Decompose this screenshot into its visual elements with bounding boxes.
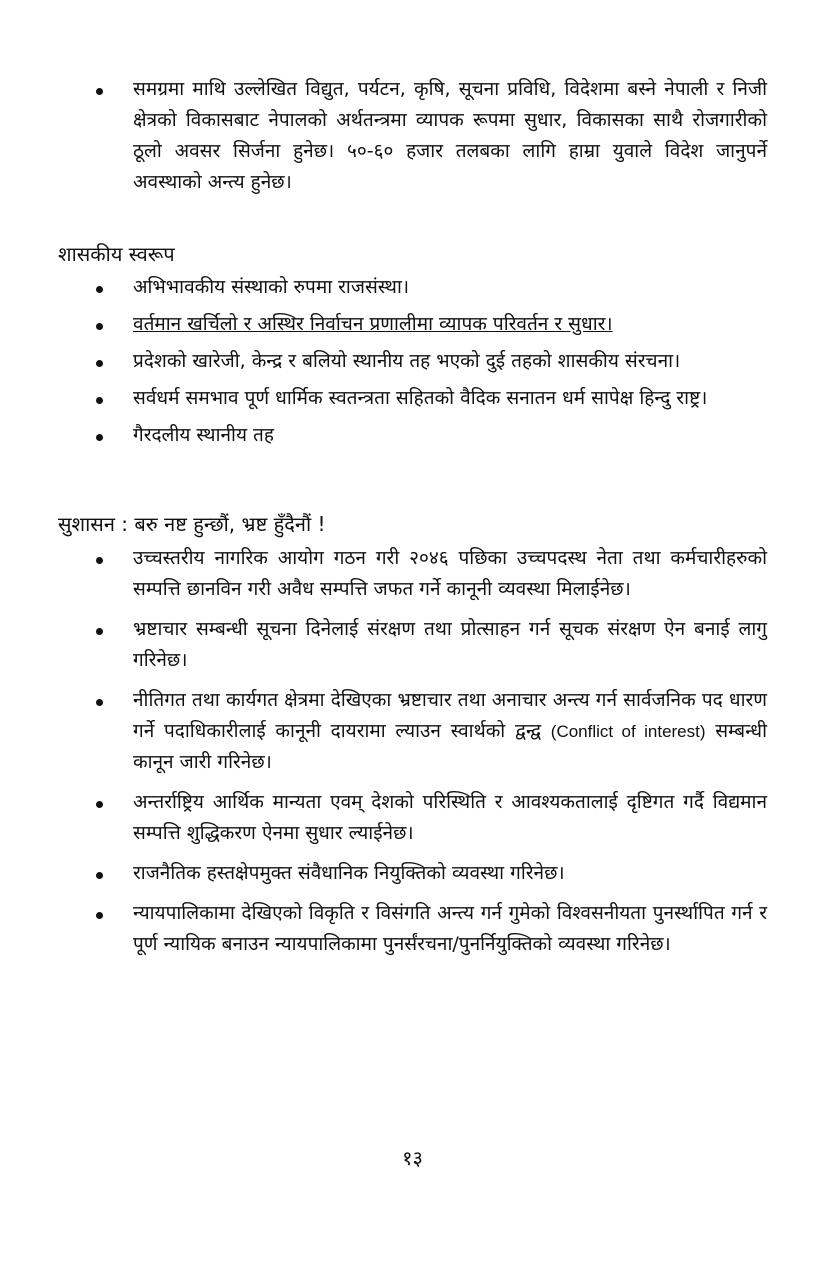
list-item: [0, 543, 825, 605]
bullet-icon: [96, 88, 103, 95]
bullet-icon: [96, 286, 103, 293]
list-item-text: वर्तमान खर्चिलो र अस्थिर निर्वाचन प्रणालीमा व्यापक परिवर्तन र सुधार।: [133, 313, 613, 335]
list-item-text: अभिभावकीय संस्थाको रुपमा राजसंस्था।: [133, 276, 410, 298]
list-item: [0, 685, 825, 778]
list-item-text: उच्चस्तरीय नागरिक आयोग गठन गरी २०४६ पछिका उच्चपदस्थ नेता तथा कर्मचारीहरुको सम्पत्ति छानविन गरी अवैध सम्पत्ति जफत गर्ने कानूनी व्यवस्था मिलाईनेछ।: [133, 547, 767, 600]
bullet-icon: [96, 397, 103, 404]
list-item: [0, 346, 825, 377]
governance-list: [0, 272, 825, 457]
bullet-icon: [96, 360, 103, 367]
bullet-icon: [96, 801, 103, 808]
list-item: [0, 898, 825, 960]
bullet-icon: [96, 434, 103, 441]
bullet-icon: [96, 323, 103, 330]
list-item-text: समग्रमा माथि उल्लेखित विद्युत, पर्यटन, कृषि, सूचना प्रविधि, विदेशमा बस्ने नेपाली र निजी क्षेत्रको विकासबाट नेपालको अर्थतन्त्रमा व्यापक रूपमा सुधार, विकासका साथै रोजगारीको ठूलो अवसर सिर्जना हुनेछ। ५०-६० हजार तलबका लागि हाम्रा युवाले विदेश जानुपर्ने अवस्थाको अन्त्य हुनेछ।: [133, 78, 767, 193]
list-item-text: गैरदलीय स्थानीय तह: [133, 424, 274, 446]
intro-list: [0, 74, 825, 198]
list-item: [0, 383, 825, 414]
list-item-text: सर्वधर्म समभाव पूर्ण धार्मिक स्वतन्त्रता सहितको वैदिक सनातन धर्म सापेक्ष हिन्दु राष्ट्र।: [133, 387, 708, 409]
list-item-text-latin: (Conflict of interest): [550, 722, 706, 741]
list-item-text: न्यायपालिकामा देखिएको विकृति र विसंगति अन्त्य गर्न गुमेको विश्वसनीयता पुनर्स्थापित गर्न र पूर्ण न्यायिक बनाउन न्यायपालिकामा पुनर्संरचना/पुनर्नियुक्तिको व्यवस्था गरिनेछ।: [133, 902, 767, 955]
list-item: [0, 787, 825, 849]
list-item: [0, 420, 825, 451]
list-item: [0, 309, 825, 340]
good-governance-list: [0, 543, 825, 969]
section-heading-governance: शासकीय स्वरूप: [58, 242, 175, 266]
list-item: [0, 858, 825, 889]
bullet-icon: [96, 912, 103, 919]
list-item-text: प्रदेशको खारेजी, केन्द्र र बलियो स्थानीय तह भएको दुई तहको शासकीय संरचना।: [133, 350, 681, 372]
list-item-text: राजनैतिक हस्तक्षेपमुक्त संवैधानिक नियुक्तिको व्यवस्था गरिनेछ।: [133, 862, 565, 884]
list-item-text: भ्रष्टाचार सम्बन्धी सूचना दिनेलाई संरक्षण तथा प्रोत्साहन गर्न सूचक संरक्षण ऐन बनाई लागु गरिनेछ।: [133, 618, 767, 671]
list-item: [0, 74, 825, 198]
list-item: [0, 614, 825, 676]
page-number: १३: [402, 1146, 423, 1170]
bullet-icon: [96, 557, 103, 564]
list-item-text: अन्तर्राष्ट्रिय आर्थिक मान्यता एवम् देशको परिस्थिति र आवश्यकतालाई दृष्टिगत गर्दै विद्यमान सम्पत्ति शुद्धिकरण ऐनमा सुधार ल्याईनेछ।: [133, 791, 767, 844]
bullet-icon: [96, 699, 103, 706]
list-item: [0, 272, 825, 303]
bullet-icon: [96, 628, 103, 635]
list-item-text-before: नीतिगत तथा कार्यगत क्षेत्रमा देखिएका भ्रष्टाचार तथा अनाचार अन्त्य गर्न सार्वजनिक पद धारण गर्ने पदाधिकारीलाई कानूनी दायरामा ल्याउन स्वार्थको द्वन्द्व: [133, 689, 767, 742]
bullet-icon: [96, 872, 103, 879]
list-item-text-after: सम्बन्धी कानून जारी गरिनेछ।: [133, 720, 768, 773]
section-heading-good-governance: सुशासन : बरु नष्ट हुन्छौं, भ्रष्ट हुँदैनौं !: [58, 512, 326, 536]
